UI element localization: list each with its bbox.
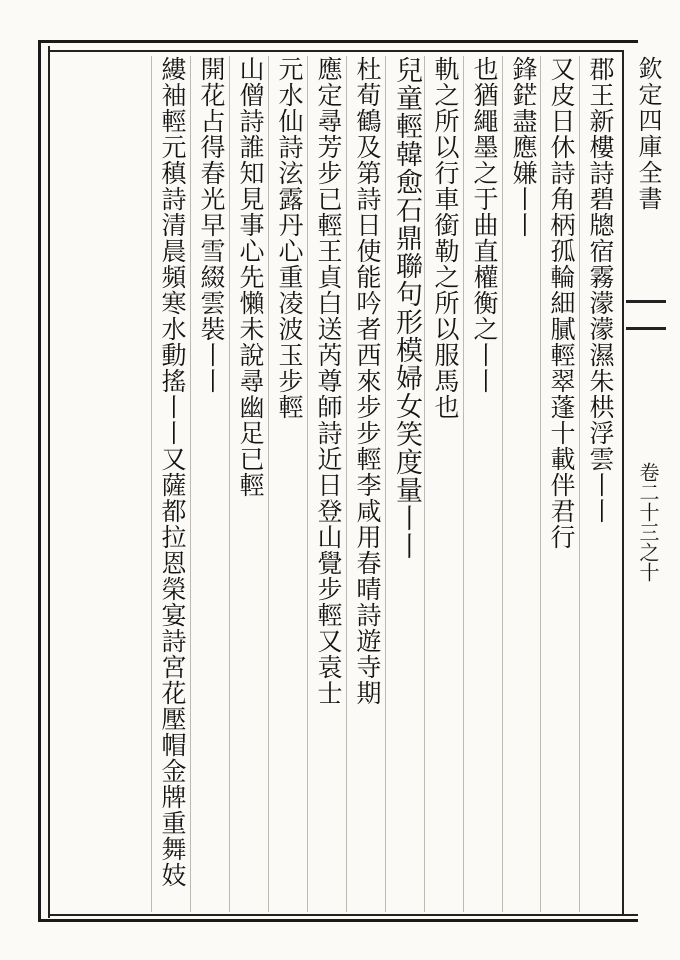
text-column: 山僧詩誰知見事心先懶未說尋幽足已輕 [236,56,265,498]
column-rule [463,56,464,912]
column-rule [502,56,503,912]
inner-frame-left [48,46,50,918]
block-margin [626,56,670,912]
text-column: 杜荀鶴及第詩日使能吟者西來步步輕李咸用春晴詩遊寺期 [353,56,382,706]
column-rule [229,56,230,912]
text-column: 軌之所以行車銜勒之所以服馬也 [431,56,460,420]
column-rule [151,56,152,912]
text-column: 應定尋芳步已輕王貞白送芮尊師詩近日登山覺步輕又袁士 [314,56,343,706]
column-rule [579,56,580,912]
column-rule [424,56,425,912]
text-column: 鋒鋩盡應嫌丨丨 [509,56,538,238]
text-column: 又皮日休詩角柄孤輪細膩輕翠蓬十載伴君行 [547,56,576,550]
column-rule [268,56,269,912]
column-rule [385,56,386,912]
text-column: 縷袖輕元稹詩清晨頻寒水動搖丨丨又薩都拉恩榮宴詩宮花壓帽金牌重舞妓 [158,56,187,888]
margin-volume-number: 卷二十三之十 [636,462,660,582]
text-column: 元水仙詩泫露丹心重凌波玉步輕 [275,56,304,420]
margin-book-title: 欽定四庫全書 [634,56,662,212]
inner-frame-bottom [48,914,638,916]
margin-divider [622,50,624,916]
text-column: 也猶繩墨之于曲直權衡之丨丨 [470,56,499,394]
column-rule [190,56,191,912]
column-rule [307,56,308,912]
text-column: 兒童輕韓愈石鼎聯句形模婦女笑度量丨丨 [391,56,422,560]
fishtail-mark [626,300,666,330]
text-column: 開花占得春光早雪綴雲裝丨丨 [197,56,226,394]
text-column: 郡王新樓詩碧牕宿霧濛濛濕朱栱浮雲丨丨 [586,56,615,524]
inner-frame-top [48,50,623,52]
column-rule [346,56,347,912]
